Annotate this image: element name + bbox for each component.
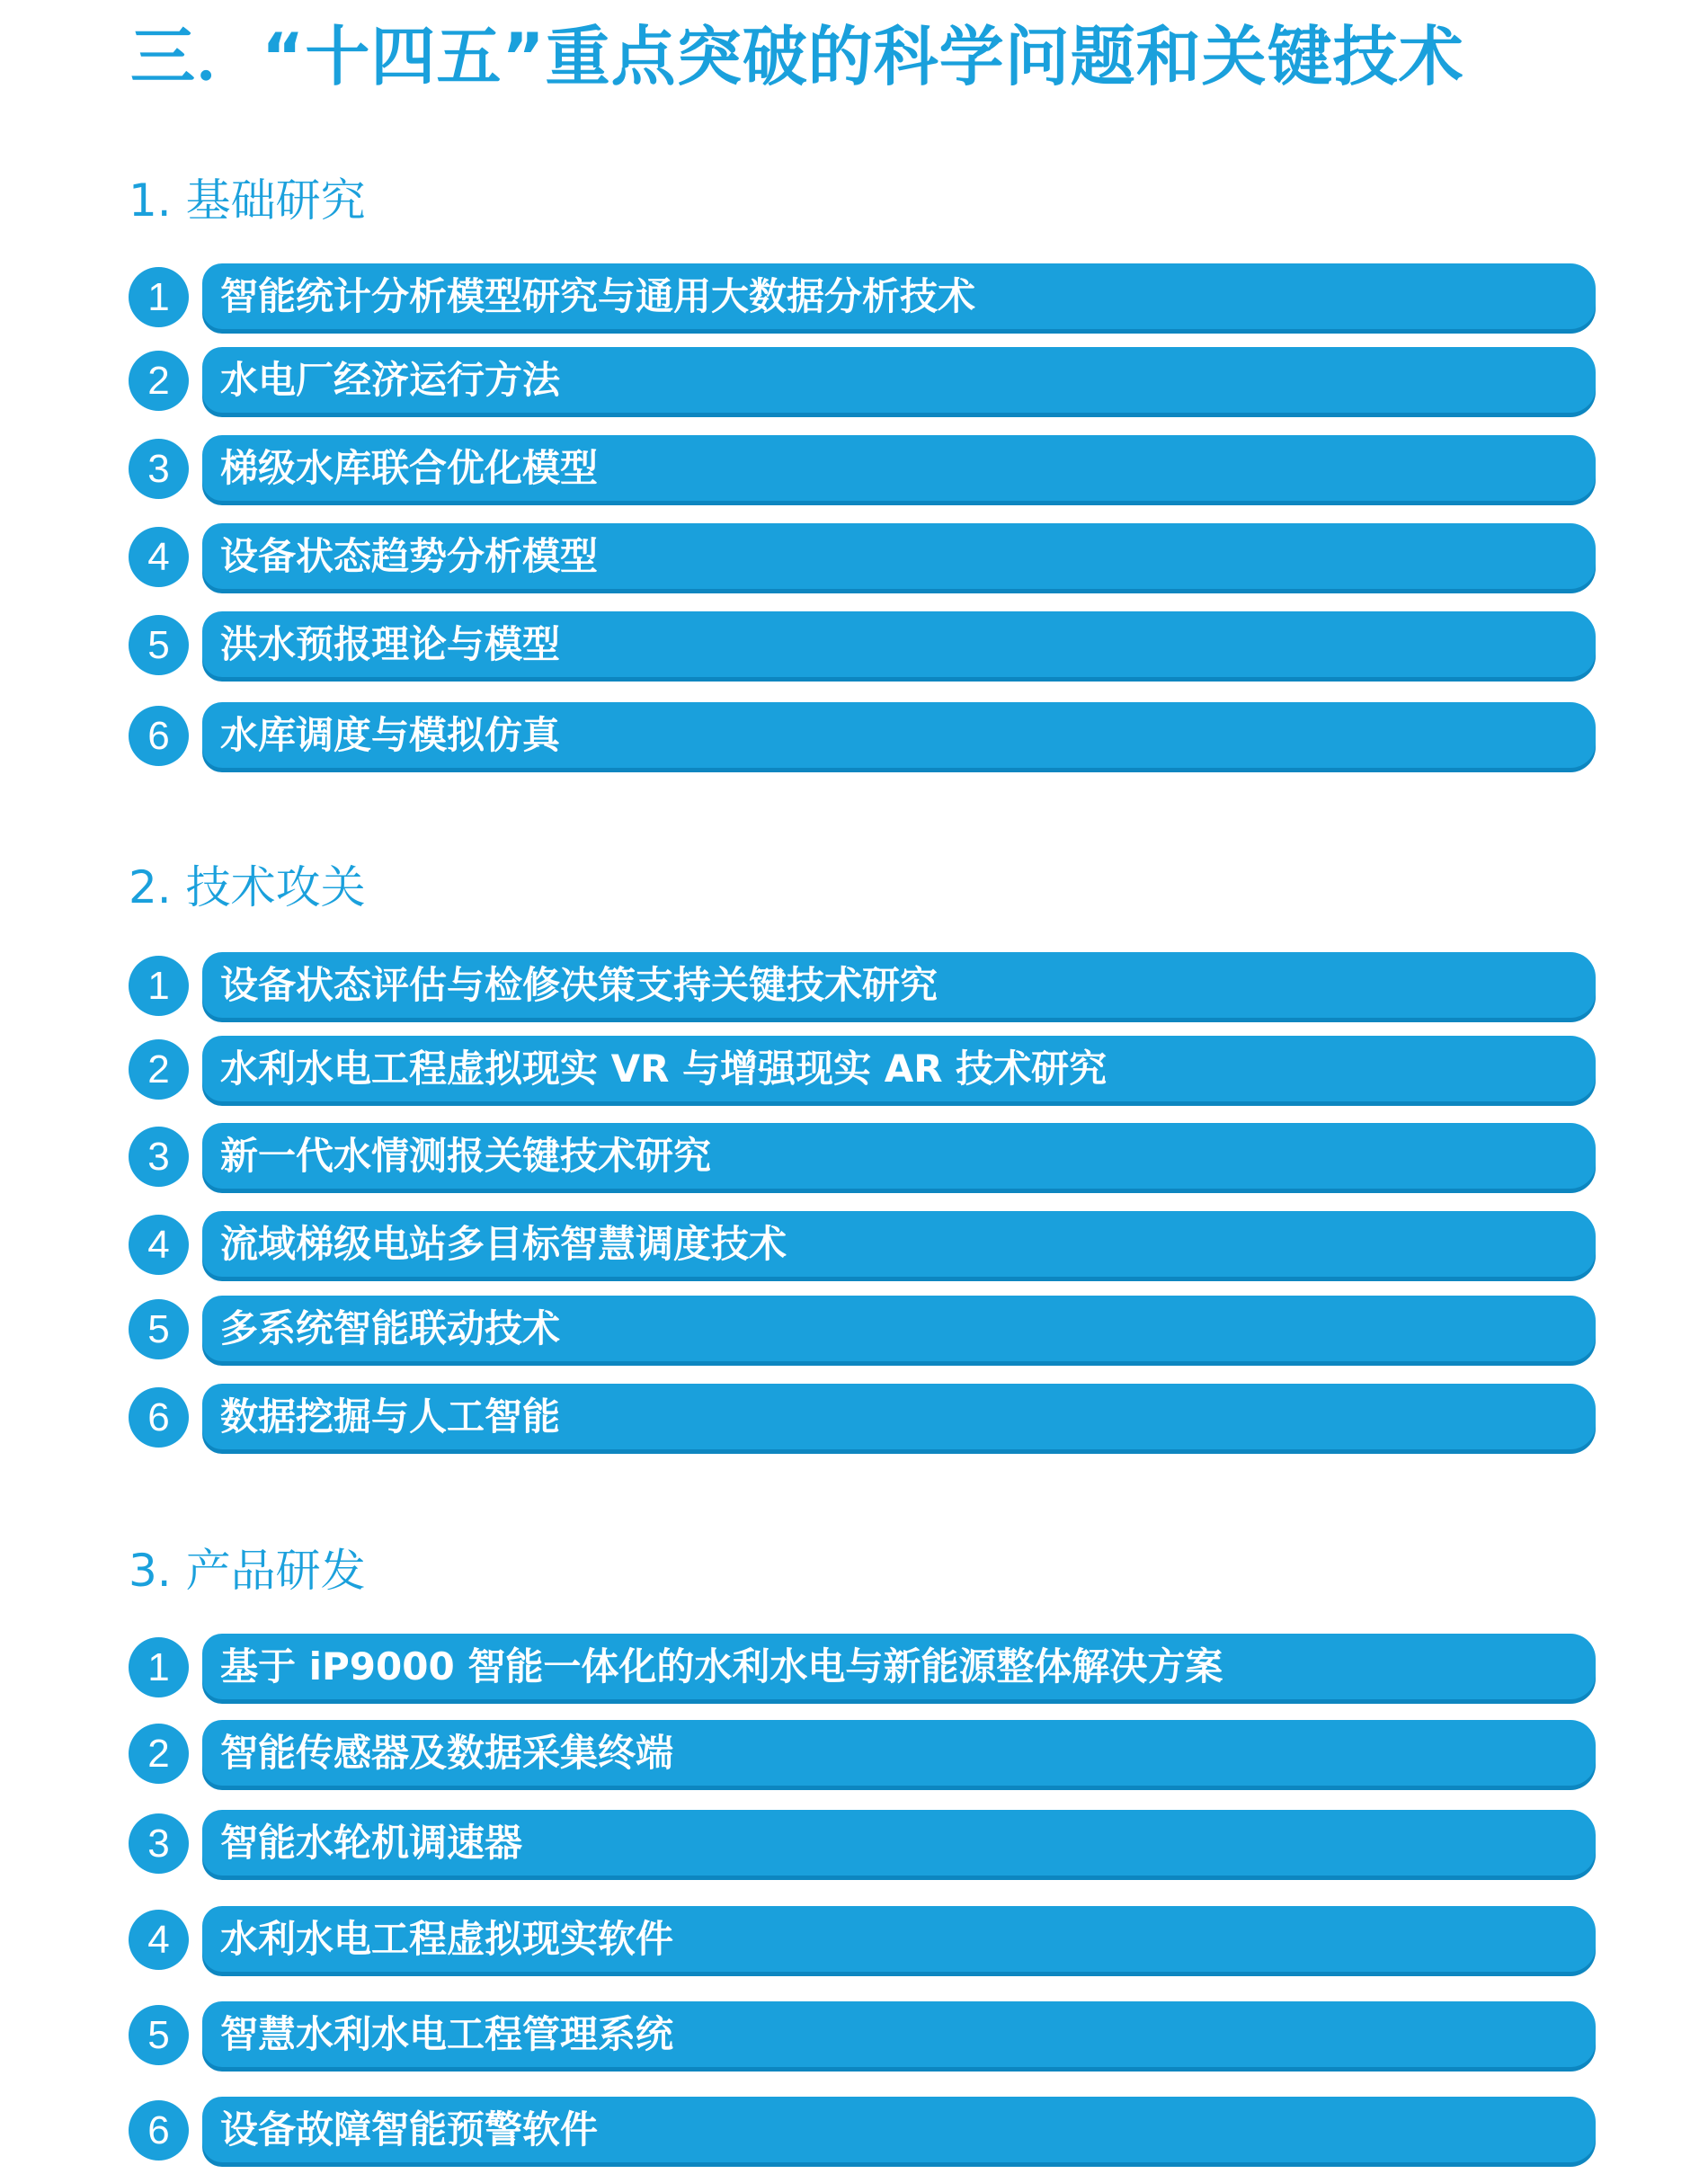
list-item (129, 523, 1596, 591)
item-label: 梯级水库联合优化模型 (220, 446, 599, 490)
item-label: 设备状态趋势分析模型 (220, 534, 599, 578)
item-label: 智能传感器及数据采集终端 (220, 1731, 674, 1775)
item-number-badge: 4 (129, 1215, 189, 1275)
item-number-badge: 6 (129, 706, 189, 766)
list-item (129, 1810, 1596, 1877)
item-label: 流域梯级电站多目标智慧调度技术 (220, 1222, 787, 1266)
list-item (129, 1123, 1596, 1190)
list-item (129, 702, 1596, 770)
item-label: 水电厂经济运行方法 (220, 358, 561, 402)
list-item (129, 952, 1596, 1020)
section-heading-product-development: 3. 产品研发 (129, 1545, 366, 1597)
item-bar (202, 1720, 1596, 1786)
item-number-badge: 2 (129, 351, 189, 411)
item-label: 洪水预报理论与模型 (220, 622, 561, 666)
item-number-badge: 1 (129, 956, 189, 1016)
item-label: 新一代水情测报关键技术研究 (220, 1134, 712, 1178)
item-label: 水利水电工程虚拟现实软件 (220, 1917, 674, 1961)
item-bar (202, 2001, 1596, 2067)
item-number-badge: 5 (129, 1299, 189, 1359)
item-number-badge: 2 (129, 1724, 189, 1784)
item-number-badge: 4 (129, 527, 189, 587)
item-number-badge: 6 (129, 1387, 189, 1448)
item-bar (202, 1296, 1596, 1361)
item-bar (202, 702, 1596, 768)
item-bar (202, 2097, 1596, 2162)
item-bar (202, 1384, 1596, 1449)
item-label: 智能水轮机调速器 (220, 1821, 523, 1865)
list-item (129, 1296, 1596, 1363)
item-number-badge: 3 (129, 1127, 189, 1187)
item-label: 多系统智能联动技术 (220, 1306, 561, 1350)
item-bar (202, 1906, 1596, 1972)
list-item (129, 1384, 1596, 1451)
item-number-badge: 4 (129, 1910, 189, 1970)
list-item (129, 1211, 1596, 1279)
list-item (129, 2001, 1596, 2069)
item-label: 基于 iP9000 智能一体化的水利水电与新能源整体解决方案 (220, 1644, 1223, 1688)
item-bar (202, 952, 1596, 1018)
item-number-badge: 5 (129, 615, 189, 675)
item-number-badge: 2 (129, 1039, 189, 1100)
list-item (129, 1906, 1596, 1974)
item-bar (202, 611, 1596, 677)
item-number-badge: 3 (129, 439, 189, 499)
item-label: 水利水电工程虚拟现实 VR 与增强现实 AR 技术研究 (220, 1047, 1108, 1091)
item-bar (202, 263, 1596, 329)
list-item (129, 1720, 1596, 1787)
item-bar (202, 1810, 1596, 1876)
item-bar (202, 523, 1596, 589)
item-bar (202, 347, 1596, 413)
item-label: 设备状态评估与检修决策支持关键技术研究 (220, 963, 939, 1007)
item-bar (202, 1634, 1596, 1699)
list-item (129, 435, 1596, 503)
item-bar (202, 1211, 1596, 1277)
item-label: 智慧水利水电工程管理系统 (220, 2012, 674, 2056)
list-item (129, 611, 1596, 679)
item-number-badge: 5 (129, 2005, 189, 2065)
item-number-badge: 1 (129, 1637, 189, 1697)
item-number-badge: 6 (129, 2100, 189, 2161)
item-bar (202, 1036, 1596, 1101)
item-bar (202, 435, 1596, 501)
item-number-badge: 3 (129, 1813, 189, 1874)
list-item (129, 263, 1596, 331)
section-heading-basic-research: 1. 基础研究 (129, 174, 366, 227)
section-heading-technical-research: 2. 技术攻关 (129, 861, 366, 913)
list-item (129, 2097, 1596, 2164)
item-bar (202, 1123, 1596, 1189)
page-title: 三．“十四五”重点突破的科学问题和关键技术 (130, 19, 1464, 94)
item-label: 设备故障智能预警软件 (220, 2107, 599, 2152)
item-label: 数据挖掘与人工智能 (220, 1394, 561, 1439)
list-item (129, 1634, 1596, 1701)
item-label: 智能统计分析模型研究与通用大数据分析技术 (220, 274, 976, 318)
item-number-badge: 1 (129, 267, 189, 327)
item-label: 水库调度与模拟仿真 (220, 713, 561, 757)
list-item (129, 1036, 1596, 1103)
list-item (129, 347, 1596, 414)
